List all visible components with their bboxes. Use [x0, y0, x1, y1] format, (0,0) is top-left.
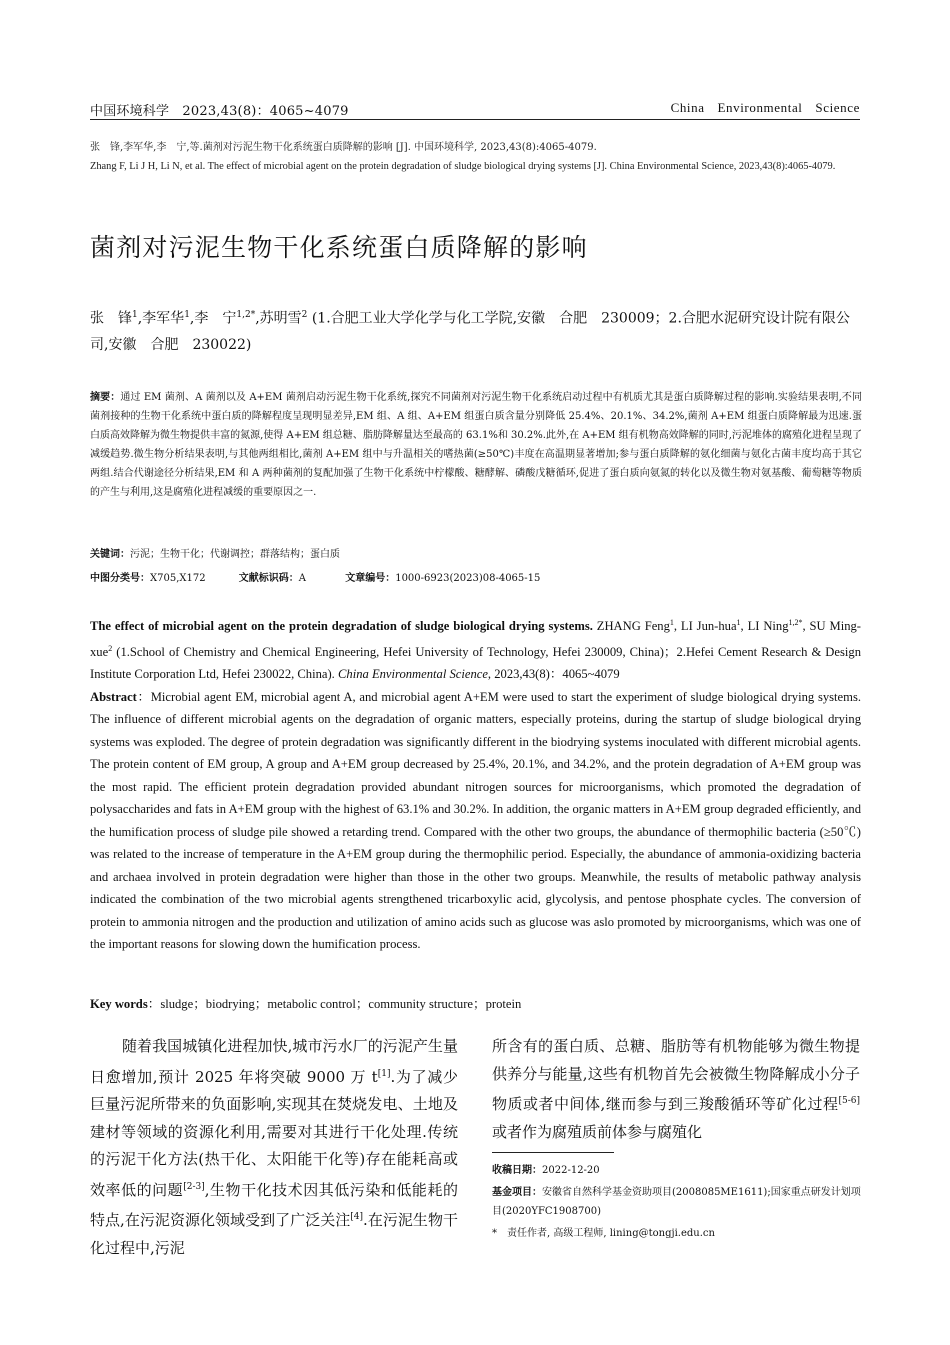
body-text: .为了减少巨量污泥所带来的负面影响,实现其在焚烧发电、土地及建材等领域的资源化利用,需要对其进行干化处理.传统的污泥干化方法(热干化、太阳能干化等)存在能耗高或效率低的问题 — [90, 1067, 458, 1199]
keywords-en-text: ：sludge；biodrying；metabolic control；community structure；protein — [147, 997, 522, 1011]
english-author: , LI Ning — [740, 619, 789, 634]
author-list — [90, 302, 862, 358]
reference-mark: [4] — [350, 1212, 364, 1222]
journal-header-cn: 中国环境科学 2023,43(8)：4065~4079 — [90, 104, 349, 119]
english-author: , LI Jun-hua — [673, 619, 737, 634]
body-column-right — [492, 1033, 860, 1146]
english-abstract-label: Abstract — [90, 689, 137, 704]
body-text: 随着我国城镇化进程加快,城市污水厂的污泥产生量日愈增加,预计 2025 年将突破 9000 万 t — [90, 1037, 458, 1086]
body-column-left — [90, 1033, 458, 1262]
keywords-cn — [90, 545, 862, 560]
english-affiliation: (1.School of Chemistry and Chemical Engineering, Hefei University of Technology, Hefei 230009, China)；2.Hefei Cement Research & Design Institute Corporation Ltd, Hefei 230022, China). — [90, 644, 861, 682]
received-date — [492, 1161, 862, 1180]
english-author-sup: 1 — [736, 618, 741, 627]
author-affil-sup: 2 — [301, 310, 308, 320]
keywords-en — [90, 993, 861, 1012]
author-name: ,李 宁 — [189, 310, 237, 327]
english-author-sup: 1,2* — [788, 618, 803, 627]
header-rule — [90, 119, 860, 120]
received-value: 2022-12-20 — [542, 1165, 600, 1176]
reference-mark: [2-3] — [183, 1181, 205, 1192]
received-label: 收稿日期： — [492, 1165, 542, 1176]
article-no-value: 1000-6923(2023)08-4065-15 — [395, 573, 541, 584]
abstract-cn — [90, 388, 862, 502]
classification-row — [90, 569, 862, 584]
keywords-en-label: Key words — [90, 997, 148, 1011]
fund-label: 基金项目： — [492, 1187, 542, 1198]
body-text: .在污泥生物干化过程中,污泥 — [90, 1211, 458, 1257]
english-volume: , 2023,43(8)：4065~4079 — [487, 667, 620, 682]
paper-title: 菌剂对污泥生物干化系统蛋白质降解的影响 — [90, 233, 588, 262]
author-name: ,苏明雪 — [255, 310, 302, 327]
english-author: , SU Ming-xue — [90, 619, 861, 659]
reference-mark: [5-6] — [838, 1096, 860, 1106]
keywords-cn-label: 关键词： — [90, 549, 130, 560]
english-abstract-text: ：Microbial agent EM, microbial agent A, and microbial agent A+EM were used to start the experiment of sludge biological drying systems. The influence of different microbial agents on the degradation of organic matters, especially proteins, during the startup of sludge biological drying systems was exploded. The degree of protein degradation was significantly different in the biodrying systems inoculated with different microbial agents. The protein content of EM group, A group and A+EM group decreased by 25.4%, 20.1%, and 34.2%, and the protein degradation of A+EM group was the most rapid. The efficient protein degradation provided abundant nitrogen sources for microorganisms, which promoted the degradation of polysaccharides and fats in A+EM group with the highest of 63.1% and 30.2%. In addition, the organic matters in A+EM group degraded efficiently, and the humification process of sludge pile showed a retarding trend. Compared with the other two groups, the abundance of thermophilic bacteria (≥50℃) was related to the increase of temperature in the A+EM group during the thermophilic period. Especially, the abundance of ammonia-oxidizing bacteria and archaea involved in protein degradation were higher than those in the other two groups. Meanwhile, the results of metabolic pathway analysis indicated the combination of the two microbial agents strengthened tricarboxylic acid, glycolysis, and pentose phosphate cycles. The conversion of protein to ammonia nitrogen and the production and utilization of amino acids such as glucose was aslo promoted by microorganisms, which was one of the important reasons for slowing down the humification process. — [90, 689, 861, 952]
author-affil-sup: 1 — [132, 310, 138, 320]
footnote-rule — [492, 1152, 614, 1153]
reference-mark: [1] — [377, 1068, 391, 1079]
body-text: 或者作为腐殖质前体参与腐殖化 — [492, 1122, 703, 1141]
keywords-cn-text: 污泥；生物干化；代谢调控；群落结构；蛋白质 — [130, 549, 340, 560]
body-text: 所含有的蛋白质、总糖、脂肪等有机物能够为微生物提供养分与能量,这些有机物首先会被微生物降解成小分子物质或者中间体,继而参与到三羧酸循环等矿化过程 — [492, 1037, 860, 1113]
english-author-sup: 2 — [108, 643, 113, 653]
citation-cn: 张 锋,李军华,李 宁,等.菌剂对污泥生物干化系统蛋白质降解的影响 [J]. 中国环境科学, 2023,43(8):4065-4079. — [90, 142, 597, 153]
fund-info — [492, 1183, 862, 1221]
author-name: ,李军华 — [137, 310, 185, 327]
journal-header-en: China Environmental Science — [670, 100, 860, 115]
english-journal: China Environmental Science — [338, 667, 488, 682]
author-affiliation: (1.合肥工业大学化学与化工学院,安徽 合肥 230009；2.合肥水泥研究设计院有限公司,安徽 合肥 230022) — [90, 310, 850, 353]
author-affil-sup: 1,2* — [236, 310, 256, 320]
clc-value: X705,X172 — [150, 573, 206, 584]
author-name: 张 锋 — [90, 310, 132, 327]
article-no-label: 文章编号： — [345, 573, 396, 584]
body-text: ,生物干化技术因其低污染和低能耗的特点,在污泥资源化领域受到了广泛关注 — [90, 1180, 458, 1229]
fund-value: 安徽省自然科学基金资助项目(2008085ME1611);国家重点研发计划项目(2020YFC1908700) — [492, 1187, 861, 1217]
doc-code-label: 文献标识码： — [238, 573, 299, 584]
english-abstract-block — [90, 612, 861, 956]
abstract-cn-label: 摘要： — [90, 392, 121, 403]
english-title: The effect of microbial agent on the protein degradation of sludge biological drying systems. — [90, 619, 593, 634]
doc-code-value: A — [298, 573, 307, 584]
abstract-cn-text: 通过 EM 菌剂、A 菌剂以及 A+EM 菌剂启动污泥生物干化系统,探究不同菌剂对污泥生物干化系统启动过程中有机质尤其是蛋白质降解过程的影响.实验结果表明,不同菌剂接种的生物干化系统中蛋白质的降解程度呈现明显差异,EM 组、A 组、A+EM 组蛋白质含量分别降低 25.4%、20.1%、34.2%,菌剂 A+EM 组蛋白质降解最为迅速.蛋白质高效降解为微生物提供丰富的氮源,使得 A+EM 组总糖、脂肪降解量达至最高的 63.1%和 30.2%.此外,在 A+EM 组有机物高效降解的同时,污泥堆体的腐殖化进程呈现了减缓趋势.微生物分析结果表明,与其他两组相比,菌剂 A+EM 组中与升温相关的嗜热菌(≥50℃)丰度在高温期显著增加;参与蛋白质降解的氨化细菌与氨化古菌丰度均高于其它两组.结合代谢途径分析结果,EM 和 A 两种菌剂的复配加强了生物干化系统中柠檬酸、糖酵解、磷酸戊糖循环,促进了蛋白质向氨氮的转化以及微生物对氨基酸、葡萄糖等物质的产生与利用,这是腐殖化进程减缓的重要原因之一. — [90, 392, 862, 498]
citation-en: Zhang F, Li J H, Li N, et al. The effect of microbial agent on the protein degradation of sludge biological drying systems [J]. China Environmental Science, 2023,43(8):4065-4079. — [90, 161, 836, 172]
author-affil-sup: 1 — [184, 310, 190, 320]
running-header — [90, 100, 860, 120]
corresponding-author: * 责任作者, 高级工程师, lining@tongji.edu.cn — [492, 1228, 715, 1239]
english-author-sup: 1 — [669, 618, 674, 627]
english-author: ZHANG Feng — [592, 619, 670, 634]
clc-label: 中图分类号： — [90, 573, 150, 584]
